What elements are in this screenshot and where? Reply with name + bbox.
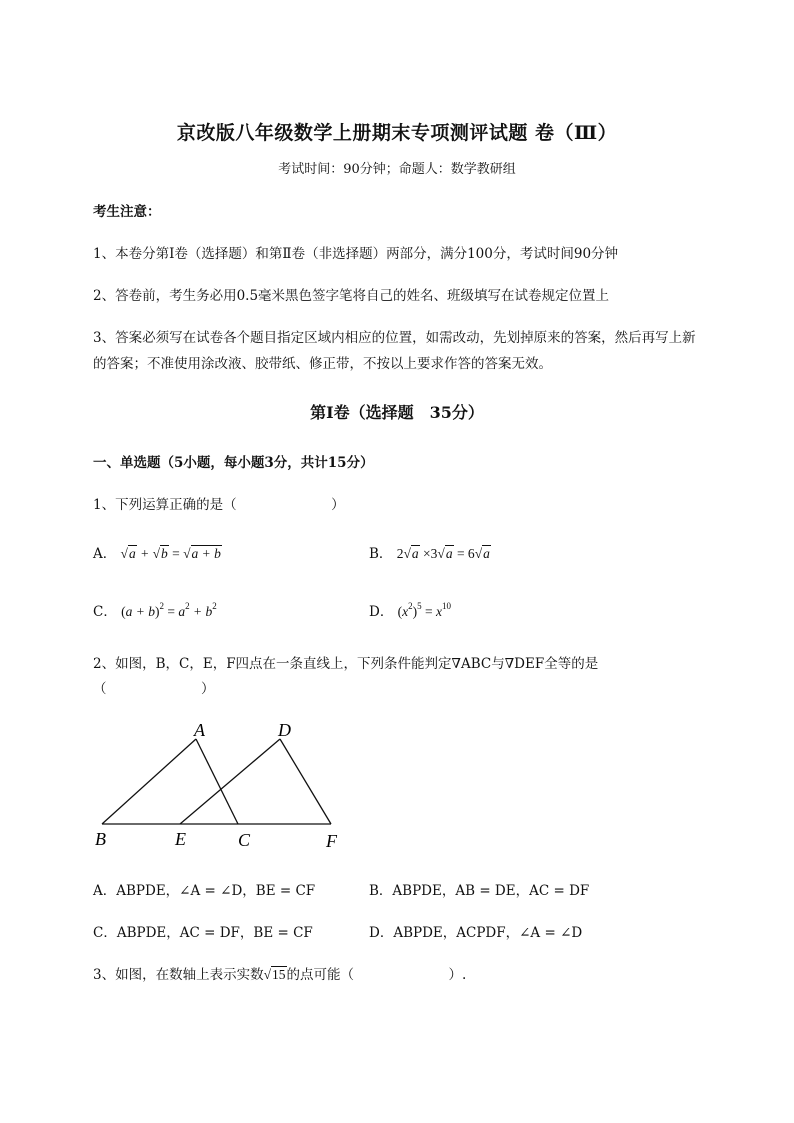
- side-ab: [102, 739, 196, 824]
- notice-item-1: 1、本卷分第Ⅰ卷（选择题）和第Ⅱ卷（非选择题）两部分，满分100分，考试时间90分钟: [93, 246, 619, 262]
- radicand: 15: [272, 967, 286, 982]
- sqrt-symbol: √: [263, 967, 272, 982]
- label-b: B: [95, 829, 106, 849]
- question-2-blank: （ ）: [93, 681, 215, 697]
- option-label: D．: [369, 604, 394, 620]
- option-label: B．: [369, 546, 393, 562]
- option-label: C．: [93, 604, 117, 620]
- exam-info: 考试时间：90分钟；命题人：数学教研组: [278, 162, 516, 177]
- question-1-option-d[interactable]: [369, 600, 451, 620]
- option-label: A．: [93, 546, 117, 562]
- question-3-stem: [93, 963, 466, 983]
- label-d: D: [278, 720, 291, 740]
- formula: 2√a ×3√a = 6√a: [396, 546, 490, 561]
- formula: √a + √b = √a + b: [120, 546, 221, 561]
- notice-item-3: 3、答案必须写在试卷各个题目指定区域内相应的位置，如需改动，先划掉原来的答案，然后再写上新: [93, 330, 696, 346]
- page-title: 京改版八年级数学上册期末专项测评试题 卷（Ⅲ）: [176, 122, 618, 144]
- notice-heading: 考生注意：: [93, 204, 161, 220]
- question-2-option-b[interactable]: B．ABPDE，AB = DE，AC = DF: [369, 883, 590, 899]
- question-1-option-a[interactable]: [93, 542, 222, 562]
- part-heading: 一、单选题（5小题，每小题3分，共计15分）: [93, 455, 374, 471]
- question-1-option-c[interactable]: [93, 600, 217, 620]
- notice-item-3-cont: 的答案；不准使用涂改液、胶带纸、修正带，不按以上要求作答的答案无效。: [93, 356, 552, 372]
- side-ac: [196, 739, 238, 824]
- stem-suffix: 的点可能（ ）.: [286, 967, 467, 983]
- notice-item-2: 2、答卷前，考生务必用0.5毫米黑色签字笔将自己的姓名、班级填写在试卷规定位置上: [93, 288, 610, 304]
- question-2-stem: 2、如图，B，C，E，F四点在一条直线上，下列条件能判定∇ABC与∇DEF全等的是: [93, 656, 599, 672]
- question-2-option-d[interactable]: D．ABPDE，ACPDF，∠A = ∠D: [369, 925, 583, 941]
- triangle-figure: [88, 715, 350, 855]
- section-title: 第Ⅰ卷（选择题 35分）: [310, 403, 484, 422]
- label-a: A: [194, 720, 205, 740]
- formula: $(a + b)^2 = a^2 + b^2$: [121, 600, 217, 619]
- side-de: [180, 739, 280, 824]
- question-2-option-a[interactable]: A．ABPDE，∠A = ∠D，BE = CF: [93, 883, 316, 899]
- question-1-option-b[interactable]: [369, 542, 491, 562]
- label-c: C: [238, 830, 251, 850]
- formula: $(x^2)^5 = x^{10}$: [397, 600, 451, 619]
- question-1-stem: 1、下列运算正确的是（ ）: [93, 497, 345, 513]
- side-df: [280, 739, 331, 824]
- stem-prefix: 3、如图，在数轴上表示实数: [93, 967, 264, 983]
- question-2-option-c[interactable]: C．ABPDE，AC = DF，BE = CF: [93, 925, 313, 941]
- label-e: E: [175, 829, 186, 849]
- label-f: F: [326, 831, 337, 851]
